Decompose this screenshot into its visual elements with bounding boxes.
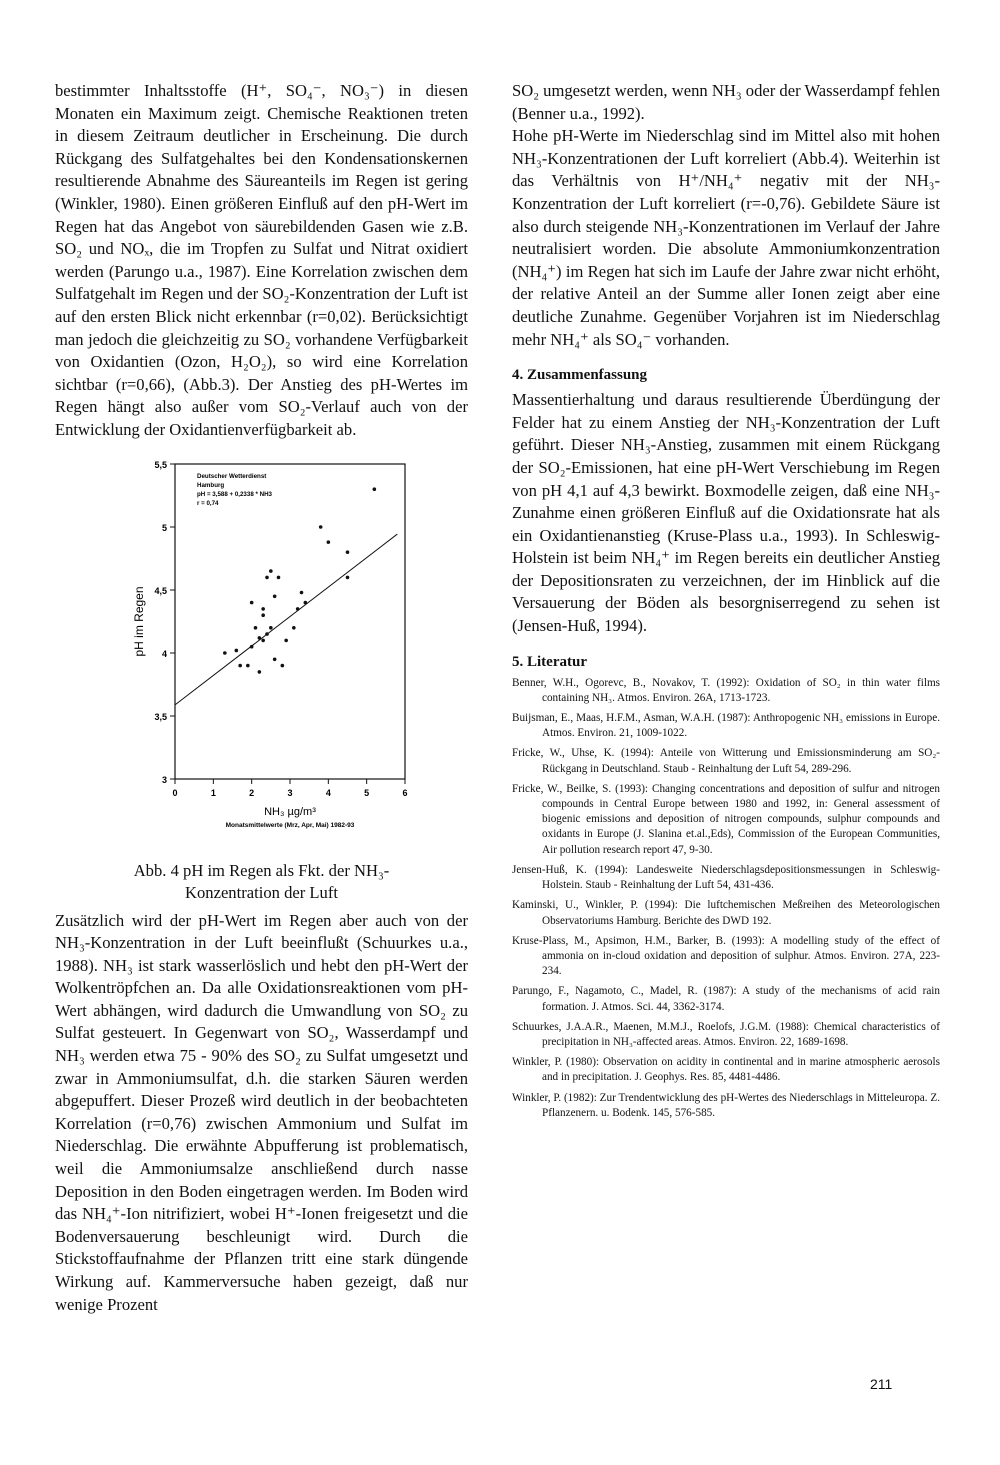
data-point — [373, 487, 377, 491]
x-axis-sublabel: Monatsmittelwerte (Mrz, Apr, Mai) 1982-93 — [225, 821, 355, 829]
reference-item: Winkler, P. (1982): Zur Trendentwicklung des pH-Wertes des Niederschlags in Mitteleuropa. Z. Pflanzenern. u. Bodenk. 145, 576-585. — [512, 1091, 940, 1119]
data-point — [254, 626, 258, 630]
figure-caption — [55, 860, 468, 904]
x-tick-label: 6 — [402, 787, 408, 798]
y-axis-label: pH im Regen — [132, 585, 146, 657]
reference-item: Jensen-Huß, K. (1994): Landesweite Niederschlagsdepositionsmessungen in Schleswig-Holstein. Staub - Reinhaltung der Luft 54, 431-436. — [512, 863, 940, 892]
data-point — [273, 657, 277, 661]
data-point — [327, 540, 331, 544]
y-tick-label: 3 — [161, 774, 167, 785]
x-tick-label: 2 — [249, 787, 255, 798]
reference-item: Buijsman, E., Maas, H.F.M., Asman, W.A.H. (1987): Anthropogenic NH₃ emissions in Europe. Atmos. Environ. 21, 1009-1022. — [512, 712, 940, 740]
data-point — [304, 600, 308, 604]
data-point — [292, 626, 296, 630]
paragraph-left-2: Zusätzlich wird der pH-Wert im Regen aber auch von der NH₃-Konzentration in der Luft beeinflußt (Schuurkes u.a., 1988). NH₃ ist stark wasserlöslich und hebt den pH-Wert der Wolkentröpfchen an. Da alle Oxidationsreaktionen vom pH-Wert abhängen, wird dadurch die Umwandlung von SO₂ zu Sulfat gesteuert. In Gegenwart von SO₂, Wasserdampf und NH₃ werden etwa 75 - 90% des SO₂ zu Sulfat umgesetzt und zwar in Ammoniumsulfat, d.h. die starken Säuren werden abgepuffert. Dieser Prozeß wird deutlich in der beobachteten Korrelation (r=0,76) zwischen Ammonium und Sulfat im Niederschlag. Die erwähnte Abpufferung ist problematisch, weil die Ammoniumsalze anschließend durch nasse Deposition in den Boden eingetragen werden. Im Boden wird das NH₄⁺-Ion nitrifiziert, wobei H⁺-Ionen freigesetzt und die Bodenversauerung beschleunigt wird. Durch die Stickstoffaufnahme der Pflanzen tritt eine stark düngende Wirkung auf. Kammerversuche haben gezeigt, daß nur wenige Prozent — [55, 910, 468, 1314]
data-point — [319, 525, 323, 529]
x-tick-label: 4 — [325, 787, 331, 798]
reference-item: Benner, W.H., Ogorevc, B., Novakov, T. (1992): Oxidation of SO₂ in thin water films containing NH₃. Atmos. Environ. 26A, 1713-1723. — [512, 676, 940, 704]
y-tick-label: 3,5 — [154, 711, 167, 722]
x-tick-label: 3 — [287, 787, 293, 798]
right-column — [512, 80, 940, 1126]
plot-frame — [175, 464, 405, 779]
data-point — [258, 636, 262, 640]
data-point — [269, 569, 273, 573]
x-tick-label: 5 — [364, 787, 370, 798]
paragraph-right-1: SO₂ umgesetzt werden, wenn NH₃ oder der Wasserdampf fehlen (Benner u.a., 1992). — [512, 81, 940, 123]
reference-item: Fricke, W., Beilke, S. (1993): Changing concentrations and deposition of sulfur and nitrogen compounds in Central Europe between 1980 and 1992, in: General assessment of biogenic emissions and deposition of nitrogen compounds, sulphur compounds and oxidants in Europe (J. Slanina et.al.,Eds), Commission of the European Communities, Air pollution research report 47, 9-30. — [512, 782, 940, 856]
data-point — [277, 575, 281, 579]
scatter-chart — [115, 454, 423, 854]
reference-list — [512, 676, 940, 1121]
data-point — [296, 607, 300, 611]
x-axis-label: NH₃ µg/m³ — [264, 805, 316, 818]
y-tick-label: 5 — [161, 522, 167, 533]
data-point — [235, 648, 239, 652]
reference-item: Schuurkes, J.A.A.R., Maenen, M.M.J., Roelofs, J.G.M. (1988): Chemical characteristics of precipitation in NH₃-affected areas. Atmos. Environ. 22, 1689-1698. — [512, 1020, 940, 1048]
data-point — [246, 663, 250, 667]
chart-annotation: Hamburg — [197, 481, 225, 489]
chart-annotation: pH = 3,588 + 0,2338 * NH3 — [197, 490, 272, 498]
data-point — [265, 575, 269, 579]
data-point — [346, 550, 350, 554]
x-tick-label: 0 — [172, 787, 178, 798]
y-tick-label: 4,5 — [154, 585, 167, 596]
figure-4 — [115, 454, 423, 854]
data-point — [261, 613, 265, 617]
data-point — [250, 600, 254, 604]
reference-item: Parungo, F., Nagamoto, C., Madel, R. (1987): A study of the mechanisms of acid rain formation. J. Atmos. Sci. 44, 3362-3174. — [512, 985, 940, 1013]
reference-item: Fricke, W., Uhse, K. (1994): Anteile von Witterung und Emissionsminderung am SO₂-Rückgang in Deutschland. Staub - Reinhaltung der Luft 54, 289-296. — [512, 747, 940, 775]
data-point — [258, 670, 262, 674]
paragraph-right-2: Hohe pH-Werte im Niederschlag sind im Mittel also mit hohen NH₃-Konzentrationen der Luft korreliert (Abb.4). Weiterhin ist das Verhältnis von H⁺/NH₄⁺ negativ mit der NH₃-Konzentration der Luft korreliert (r=-0,76). Gebildete Säure ist also durch steigende NH₃-Konzentrationen im Verlauf der Jahre neutralisiert worden. Die absolute Ammoniumkonzentration (NH₄⁺) im Regen hat sich im Laufe der Jahre zwar nicht erhöht, der relative Anteil an der Summe aller Ionen zeigt aber eine deutliche Zunahme. Gegenüber Vorjahren ist im Niederschlag mehr NH₄⁺ als SO₄⁻ vorhanden. — [512, 126, 940, 349]
data-point — [261, 607, 265, 611]
data-point — [273, 594, 277, 598]
paragraph-left-1: bestimmter Inhaltsstoffe (H⁺, SO₄⁻, NO₃⁻) in diesen Monaten ein Maximum zeigt. Chemische Reaktionen treten in diesem Zeitraum deutlicher in Erscheinung. Die durch Rückgang des Sulfatgehaltes bei den Kondensationskernen resultierende Abnahme des Säureanteils im Regen ist gering (Winkler, 1980). Einen größeren Einfluß auf den pH-Wert im Regen hat das Angebot von säurebildenden Gasen wie z.B. SO₂ und NOₓ, die im Tropfen zu Sulfat und Nitrat oxidiert werden (Parungo u.a., 1987). Eine Korrelation zwischen dem Sulfatgehalt im Regen und der SO₂-Konzentration der Luft ist auf den ersten Blick nicht erkennbar (r=0,02). Berücksichtigt man jedoch die gleichzeitig zu SO₂ vorhandene Verfügbarkeit von Oxidantien (Ozon, H₂O₂), so wird eine Korrelation sichtbar (r=0,66), (Abb.3). Der Anstieg des pH-Wertes im Regen hängt also außer vom SO₂-Verlauf auch von der Entwicklung der Oxidantienverfügbarkeit ab. — [55, 81, 468, 439]
data-point — [261, 638, 265, 642]
data-point — [223, 651, 227, 655]
reference-item: Kaminski, U., Winkler, P. (1994): Die luftchemischen Meßreihen des Meteorologischen Observatoriums Hamburg. Berichte des DWD 192. — [512, 899, 940, 927]
data-point — [281, 663, 285, 667]
regression-line — [175, 534, 397, 705]
reference-item: Winkler, P. (1980): Observation on acidity in continental and in marine atmospheric aerosols and in precipitation. J. Geophys. Res. 85, 4481-4486. — [512, 1056, 940, 1084]
data-point — [300, 590, 304, 594]
section-heading-4: 4. Zusammenfassung — [512, 367, 648, 384]
data-point — [269, 626, 273, 630]
data-point — [346, 575, 350, 579]
y-tick-label: 5,5 — [154, 459, 167, 470]
x-tick-label: 1 — [210, 787, 216, 798]
data-point — [284, 638, 288, 642]
page-number: 211 — [870, 1376, 893, 1392]
chart-annotation: r = 0,74 — [197, 499, 219, 507]
caption-line-1: Abb. 4 pH im Regen als Fkt. der NH₃- — [133, 860, 390, 880]
data-point — [250, 644, 254, 648]
section-heading-5: 5. Literatur — [512, 653, 587, 670]
paragraph-right-3: Massentierhaltung und daraus resultierende Überdüngung der Felder hat zu einem Anstieg der NH₃-Konzentration der Luft geführt. Dieser NH₃-Anstieg, zusammen mit einem Rückgang der SO₂-Emissionen, hat eine pH-Wert Verschiebung im Regen von pH 4,1 auf 4,3 bewirkt. Boxmodelle zeigen, daß eine NH₃-Zunahme einen größeren Einfluß auf die Oxidationsrate hat als ein Oxidantienanstieg (Kruse-Plass u.a., 1993). In Schleswig-Holstein ist beim NH₄⁺ im Regen bereits ein deutlicher Anstieg der Depositionsraten zu verzeichnen, der im Hinblick auf die Versauerung der Böden als besorgniserregend zu sehen ist (Jensen-Huß, 1994). — [512, 390, 940, 636]
reference-item: Kruse-Plass, M., Apsimon, H.M., Barker, B. (1993): A modelling study of the effect of ammonia on in-cloud oxidation and deposition of sulphur. Atmos. Environ. 27A, 223-234. — [512, 934, 940, 978]
left-column — [55, 80, 468, 1316]
y-tick-label: 4 — [161, 648, 167, 659]
chart-annotation: Deutscher Wetterdienst — [197, 472, 267, 480]
caption-line-2: Konzentration der Luft — [185, 882, 338, 902]
data-point — [265, 632, 269, 636]
data-point — [238, 663, 242, 667]
